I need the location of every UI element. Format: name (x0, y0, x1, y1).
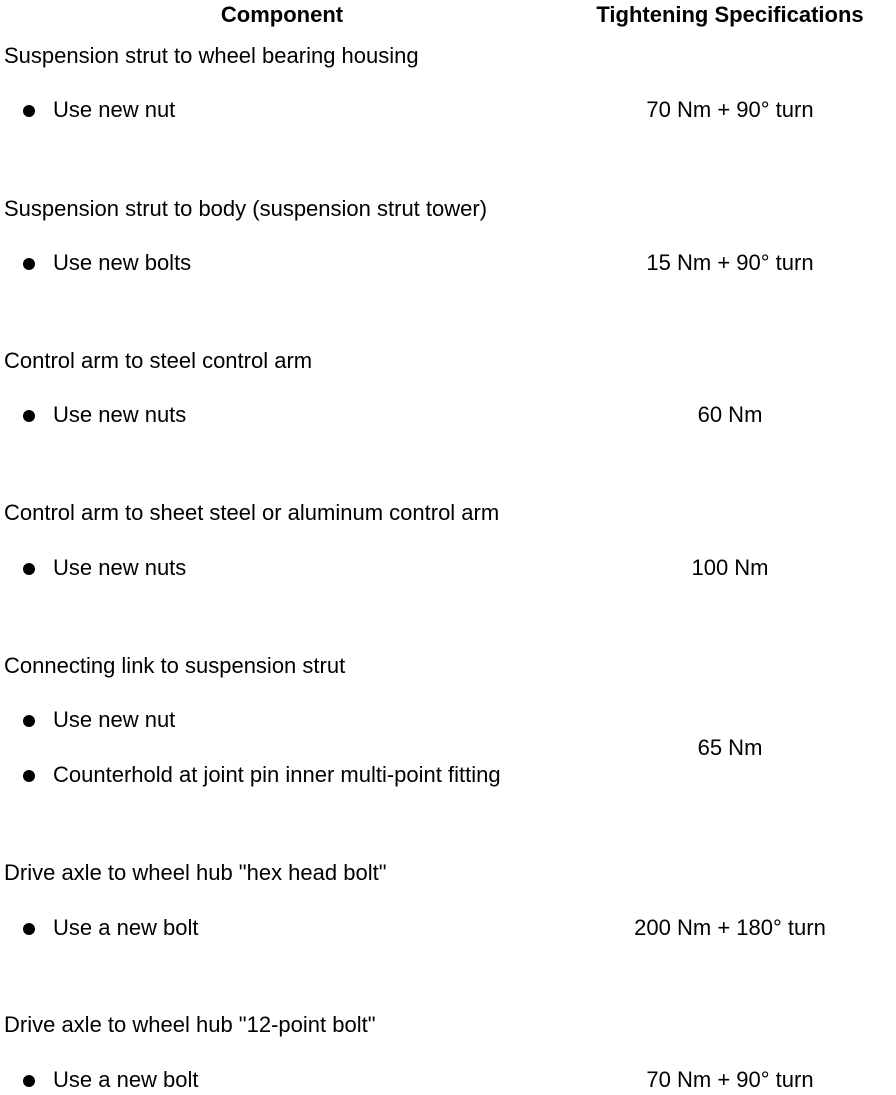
component-name: Suspension strut to wheel bearing housing (4, 43, 419, 68)
component-name: Control arm to steel control arm (4, 348, 313, 373)
component-name: Suspension strut to body (suspension strut tower) (4, 196, 488, 221)
tightening-spec: 70 Nm + 90° turn (646, 97, 814, 122)
note-bullet (0, 557, 600, 583)
component-name: Control arm to sheet steel or aluminum control arm (4, 500, 500, 525)
note-text: Use new nut (53, 97, 176, 122)
note-bullet (0, 1069, 600, 1095)
tightening-spec: 70 Nm + 90° turn (646, 1067, 814, 1092)
note-text: Use new nuts (53, 555, 187, 580)
note-bullet (0, 99, 600, 125)
note-bullet (0, 917, 600, 943)
bullet-icon (23, 1075, 35, 1087)
note-text: Use a new bolt (53, 1067, 199, 1092)
tightening-spec: 60 Nm (697, 402, 763, 427)
bullet-icon (23, 410, 35, 422)
column-header-component: Component (220, 2, 344, 27)
component-name: Connecting link to suspension strut (4, 653, 346, 678)
bullet-icon (23, 105, 35, 117)
note-text: Counterhold at joint pin inner multi-point fitting (53, 762, 501, 787)
bullet-icon (23, 715, 35, 727)
note-bullet (0, 709, 600, 735)
tightening-spec: 100 Nm (691, 555, 769, 580)
bullet-icon (23, 563, 35, 575)
tightening-spec: 65 Nm (697, 735, 763, 760)
note-bullet (0, 764, 600, 790)
bullet-icon (23, 770, 35, 782)
note-bullet (0, 252, 600, 278)
note-text: Use new nut (53, 707, 176, 732)
tightening-spec: 15 Nm + 90° turn (646, 250, 814, 275)
component-name: Drive axle to wheel hub "hex head bolt" (4, 860, 387, 885)
tightening-spec: 200 Nm + 180° turn (634, 915, 826, 940)
column-header-tightening-specifications: Tightening Specifications (596, 2, 864, 27)
component-name: Drive axle to wheel hub "12-point bolt" (4, 1012, 376, 1037)
bullet-icon (23, 258, 35, 270)
note-text: Use a new bolt (53, 915, 199, 940)
note-text: Use new bolts (53, 250, 192, 275)
note-bullet (0, 404, 600, 430)
bullet-icon (23, 923, 35, 935)
note-text: Use new nuts (53, 402, 187, 427)
